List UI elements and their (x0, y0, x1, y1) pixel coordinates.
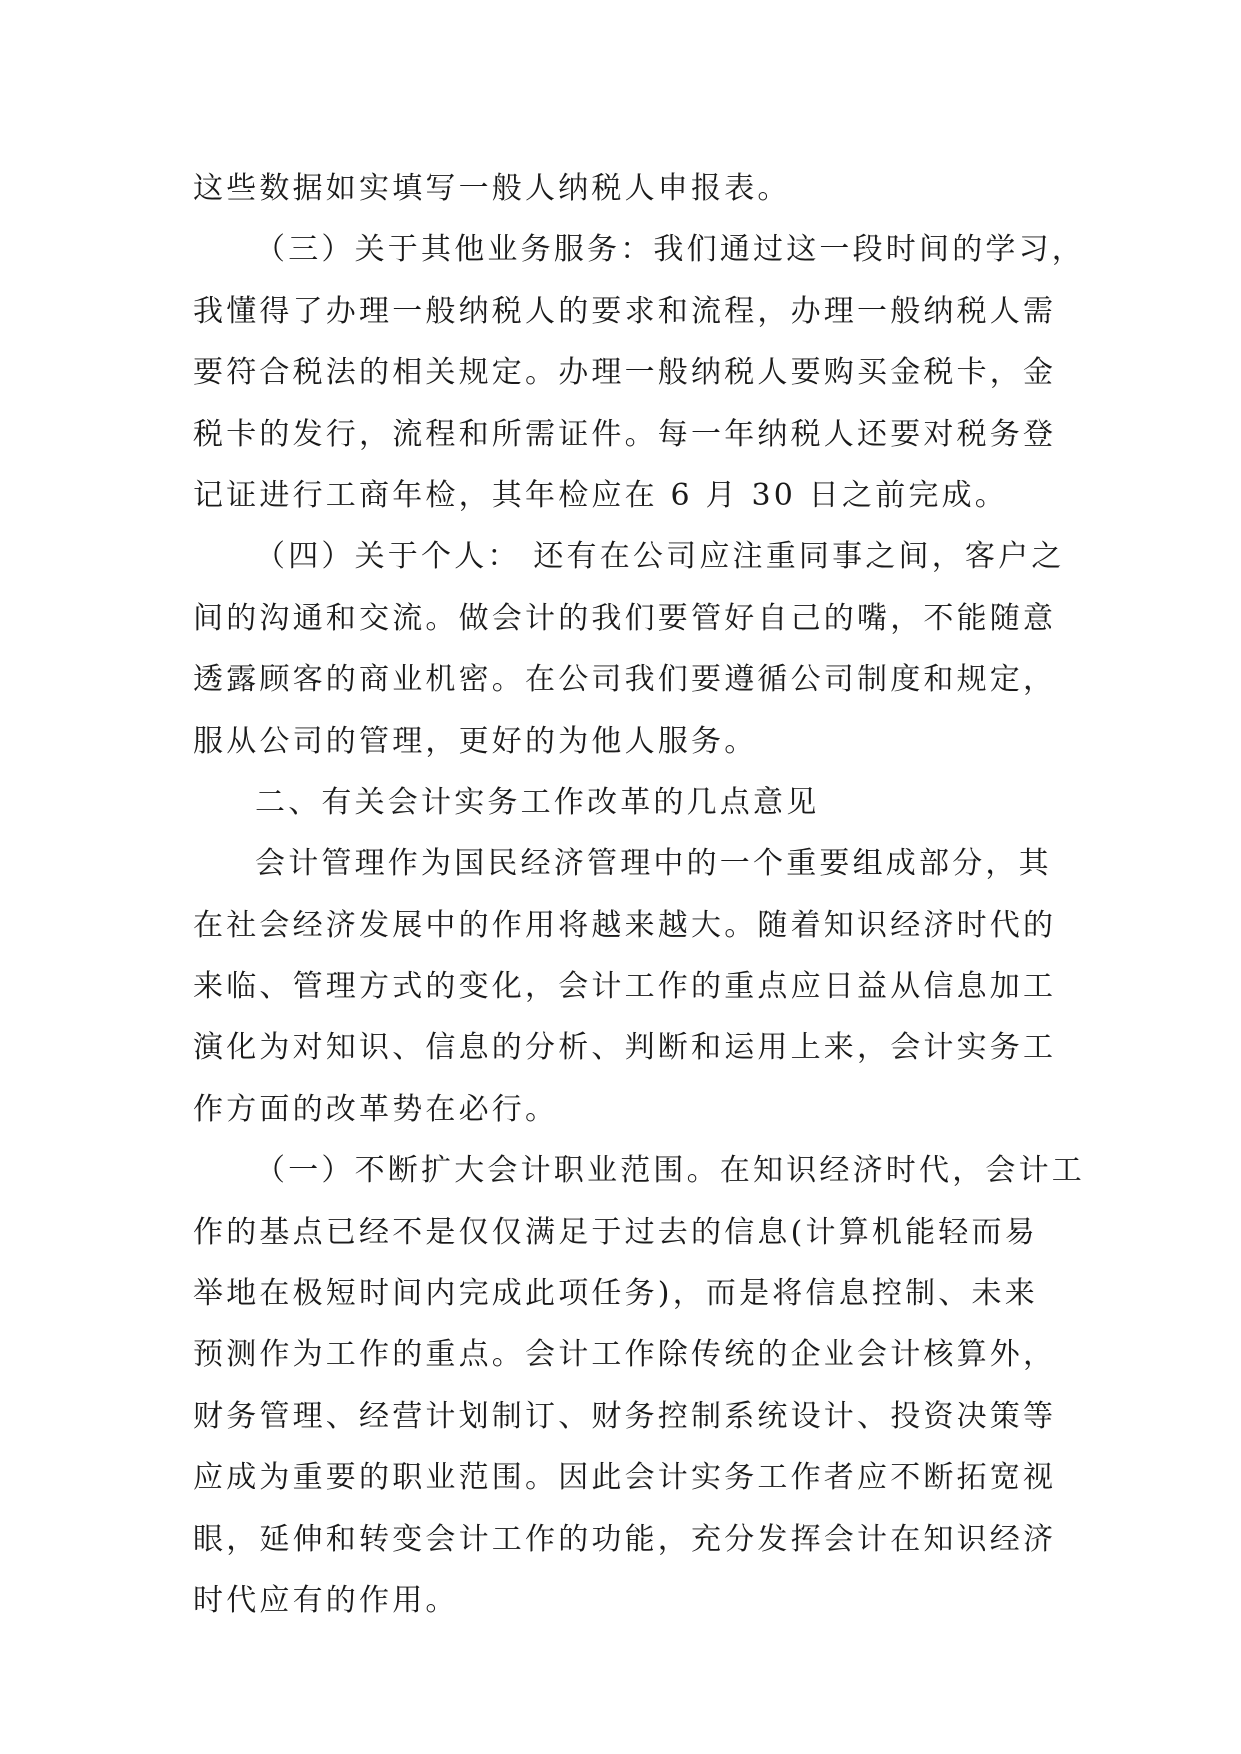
paragraph-line: 作的基点已经不是仅仅满足于过去的信息(计算机能轻而易 (193, 1214, 1038, 1250)
paragraph-line: 间的沟通和交流。做会计的我们要管好自己的嘴，不能随意 (193, 600, 1057, 636)
paragraph-line: （三）关于其他业务服务：我们通过这一段时间的学习， (255, 232, 1085, 268)
paragraph-line: 演化为对知识、信息的分析、判断和运用上来，会计实务工 (193, 1030, 1057, 1066)
paragraph-line: 举地在极短时间内完成此项任务)，而是将信息控制、未来 (193, 1276, 1038, 1312)
paragraph-line: 来临、管理方式的变化，会计工作的重点应日益从信息加工 (193, 969, 1057, 1005)
paragraph-line: 我懂得了办理一般纳税人的要求和流程，办理一般纳税人需 (193, 293, 1057, 329)
paragraph-line: 透露顾客的商业机密。在公司我们要遵循公司制度和规定， (193, 662, 1057, 698)
paragraph-line: 应成为重要的职业范围。因此会计实务工作者应不断拓宽视 (193, 1460, 1057, 1496)
paragraph-line: 税卡的发行，流程和所需证件。每一年纳税人还要对税务登 (193, 416, 1057, 452)
paragraph-line: 在社会经济发展中的作用将越来越大。随着知识经济时代的 (193, 907, 1057, 943)
paragraph-line: 预测作为工作的重点。会计工作除传统的企业会计核算外， (193, 1337, 1057, 1373)
paragraph-line: 财务管理、经营计划制订、财务控制系统设计、投资决策等 (193, 1398, 1057, 1434)
paragraph-line: 眼，延伸和转变会计工作的功能，充分发挥会计在知识经济 (193, 1521, 1057, 1557)
paragraph-line: 要符合税法的相关规定。办理一般纳税人要购买金税卡，金 (193, 355, 1057, 391)
paragraph-line: 作方面的改革势在必行。 (193, 1091, 559, 1127)
paragraph-line: 服从公司的管理，更好的为他人服务。 (193, 723, 758, 759)
paragraph-line: 记证进行工商年检，其年检应在 6 月 30 日之前完成。 (193, 477, 1009, 513)
paragraph-line: 会计管理作为国民经济管理中的一个重要组成部分，其 (255, 846, 1052, 882)
document-body (193, 158, 1085, 1631)
paragraph-line: 时代应有的作用。 (193, 1582, 459, 1618)
paragraph-line: 这些数据如实填写一般人纳税人申报表。 (193, 171, 791, 206)
paragraph-line: （一）不断扩大会计职业范围。在知识经济时代，会计工 (255, 1153, 1085, 1189)
paragraph-line: （四）关于个人： 还有在公司应注重同事之间，客户之 (255, 539, 1065, 575)
section-heading: 二、有关会计实务工作改革的几点意见 (255, 784, 820, 820)
